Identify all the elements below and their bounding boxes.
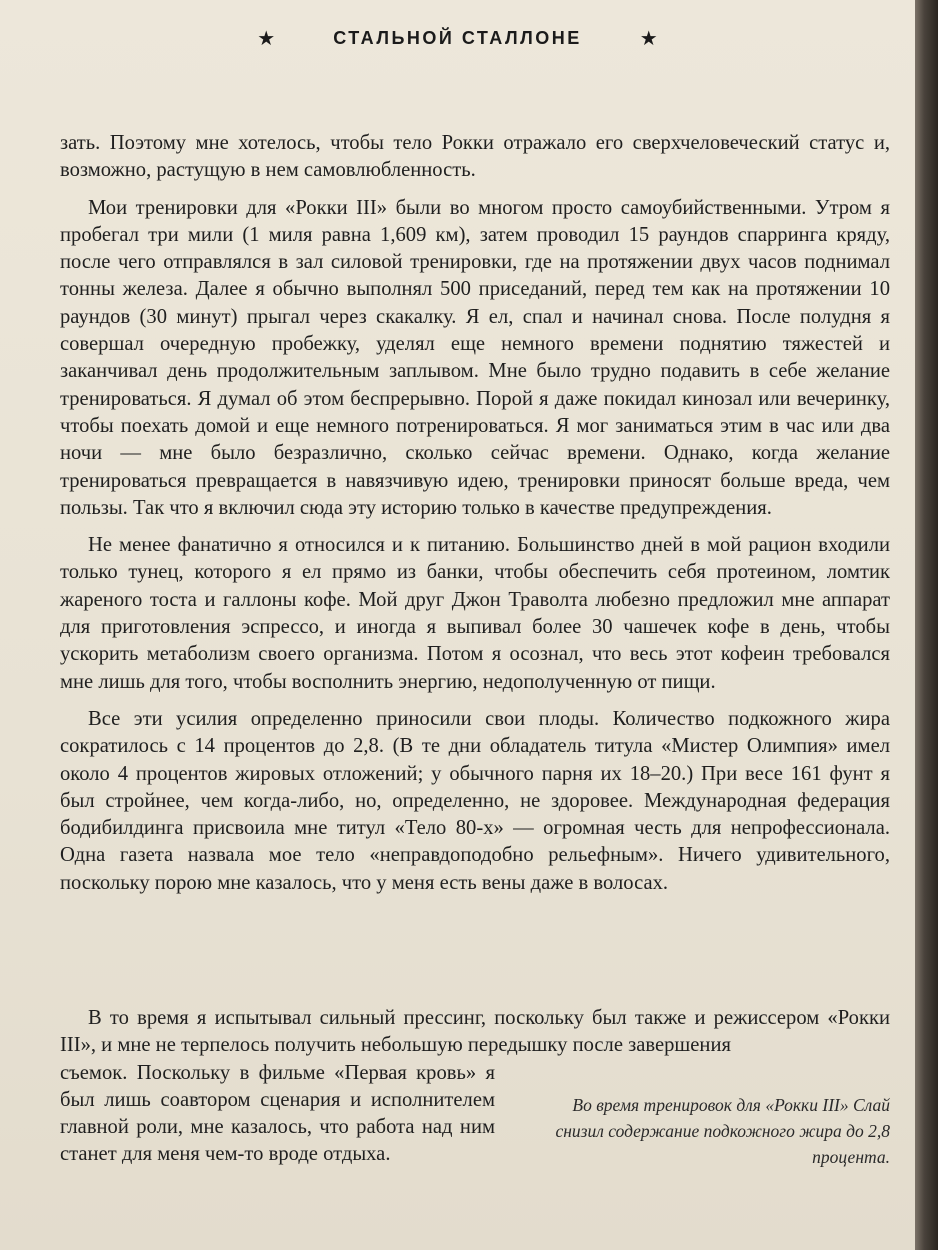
paragraph-5-lead: В то время я испытывал сильный прессинг, поскольку был также и режиссером «Рокки III», и мне не терпелось получить небольшую передышку после завершения bbox=[60, 1007, 890, 1057]
photo-caption: Во время тренировок для «Рокки III» Слай снизил содержание подкожного жира до 2,8 процента. bbox=[555, 1095, 890, 1167]
paragraph-4: Все эти усилия определенно приносили свои плоды. Количество подкожного жира сократилось с 14 процентов до 2,8. (В те дни обладатель титула «Мистер Олимпия» имел около 4 процентов жировых отложений; у обычного парня их 18–20.) При весе 161 фунт я был стройнее, чем когда-либо, но, определенно, не здоровее. Международная федерация бодибилдинга присвоила мне титул «Тело 80-х» — огромная честь для непрофессионала. Одна газета назвала мое тело «неправдоподобно рельефным». Ничего удивительного, поскольку порою мне казалось, что у меня есть вены даже в волосах. bbox=[60, 707, 890, 894]
running-header bbox=[0, 28, 915, 49]
star-left-icon: ★ bbox=[257, 27, 276, 50]
page-edge bbox=[915, 0, 938, 1250]
paragraph-1: зать. Поэтому мне хотелось, чтобы тело Рокки отражало его сверхчеловеческий статус и, возможно, растущую в нем самовлюбленность. bbox=[60, 132, 890, 182]
paragraph-3: Не менее фанатично я относился и к питанию. Большинство дней в мой рацион входили только тунец, которого я ел прямо из банки, чтобы обеспечить себя протеином, ломтик жареного тоста и галлоны кофе. Мой друг Джон Траволта любезно предложил мне аппарат для приготовления эспрессо, и иногда я выпивал более 30 чашечек кофе в день, чтобы ускорить метаболизм своего организма. Потом я осознал, что весь этот кофеин требовался мне лишь для того, чтобы восполнить энергию, недополученную от пищи. bbox=[60, 534, 890, 693]
paragraph-2: Мои тренировки для «Рокки III» были во многом просто самоубийственными. Утром я пробегал три мили (1 миля равна 1,609 км), затем проводил 15 раундов спарринга кряду, после чего отправлялся в зал силовой тренировки, где на протяжении двух часов поднимал тонны железа. Далее я обычно выполнял 500 приседаний, перед тем как на протяжении 10 раундов (30 минут) прыгал через скакалку. Я ел, спал и начинал снова. После полудня я совершал очередную пробежку, уделял еще немного времени поднятию тяжестей и заканчивал день продолжительным заплывом. Мне было трудно подавить в себе желание тренироваться. Я думал об этом беспрерывно. Порой я даже покидал кинозал или вечеринку, чтобы поехать домой и еще немного потренироваться. Я мог заниматься этим в час или два ночи — мне было безразлично, сколько сейчас времени. Однако, когда желание тренироваться превращается в навязчивую идею, тренировки приносят больше вреда, чем пользы. Так что я включил сюда эту историю только в качестве предупреждения. bbox=[60, 196, 890, 519]
star-right-icon: ★ bbox=[639, 27, 658, 50]
header-title: СТАЛЬНОЙ СТАЛЛОНЕ bbox=[333, 28, 582, 48]
body-text bbox=[60, 130, 890, 907]
paragraph-5-narrow: съемок. Поскольку в фильме «Первая кровь» я был лишь соавтором сценария и исполнителем главной роли, мне казалось, что работа над ним станет для меня чем-то вроде отдыха. bbox=[60, 1061, 495, 1166]
